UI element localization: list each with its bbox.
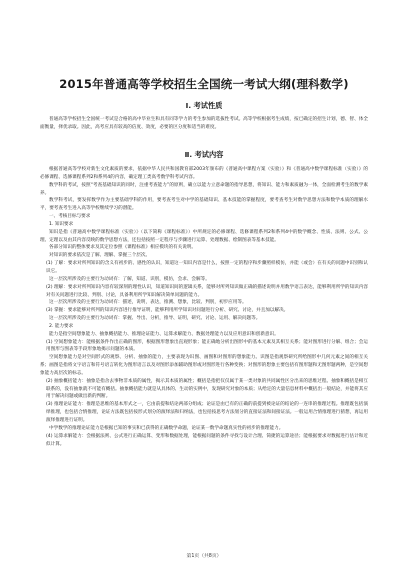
document-title: 2015年普通高等学校招生全国统一考试大纲(理科数学) bbox=[59, 77, 349, 91]
content-intro-3: 数学科考试，要发挥数学作为主要基础学科的作用，要考查考生对中学的基础知识、基本技能的掌握程度，要考查考生对数学思想方法和数学本质的理解水平，要考查考生进入高等学校继续学习的潜能。 bbox=[40, 198, 368, 212]
ability-spatial-detail: 空间想象能力是对空间形式的观察、分析、抽象的能力，主要表现为识图、画图和对图形的想象能力。识图是指观察研究所给图形中几何元素之间的相互关系；画图是指将文字语言和符号语言转化为图形语言以及对图形添加辅助图形或对图形进行各种变换；对图形的想象主要包括有图形题和无图形题两种，是空间想象能力高层次的标志。 bbox=[40, 355, 368, 376]
page-footer: 第1页（共8页） bbox=[186, 554, 222, 559]
content-intro: 根据普通高等学校对新生文化素质的要求，依据中华人民共和国教育部2003年颁布的《普通高中课程方案（实验）》和《普通高中数学课程标准（实验）》的必修课程、选修课程系列2和系列4的内容，确定理工类高考数学科考试内容。 bbox=[40, 167, 368, 180]
knowledge-title: 1. 知识要求 bbox=[49, 221, 74, 227]
knowledge-text-3: 对知识的要求依次是了解、理解、掌握三个层次。 bbox=[49, 253, 151, 259]
ability-reasoning-detail: 中学数学的推理论证能力是根据已知的事实和已获得的正确数学命题，论证某一数学命题真实性的初步的推理能力。 bbox=[49, 425, 284, 431]
content-intro-2: 数学科的考试，按照“考查基础知识的同时，注重考查能力”的原则，确立以能力立意命题的指导思想，将知识、能力和素质融为一体，全面检测考生的数学素养。 bbox=[40, 182, 368, 196]
section-nature-body bbox=[40, 116, 368, 132]
knowledge-text: 知识是指《普通高中数学课程标准（实验）》（以下简称《课程标准》）中所规定的必修课程、选修课程系列2和系列4中的数学概念、性质、法则、公式、公理、定理以及由其内容反映的数学思想方法，还包括按照一定程序与步骤进行运算、处理数据、绘制图表等基本技能。 bbox=[40, 229, 368, 243]
nature-paragraph: 普通高等学校招生全国统一考试是合格的高中毕业生和具有同等学力的考生参加的选拔性考试。高等学校根据考生成绩，按已确定的招生计划，德、智、体全面衡量，择优录取。因此，高考应具有较高的信度、效度，必要的区分度和适当的难度。 bbox=[40, 117, 368, 130]
ability-title: 2. 能力要求 bbox=[49, 323, 74, 329]
knowledge-level-1: (1) 了解：要求对所列知识的含义有初步的、感性的认识，知道这一知识内容是什么，按照一定的程序和步骤照样模仿，并能（或会）在有关的问题中识别和认识它。 bbox=[46, 261, 368, 274]
ability-text: 能力是指空间想象能力、抽象概括能力、推理论证能力、运算求解能力、数据处理能力以及应用意识和创新意识。 bbox=[49, 331, 279, 337]
knowledge-level-1-verbs: 这一层次所涉及的主要行为动词有：了解，知道、识别，模仿，会求、会解等。 bbox=[49, 276, 210, 282]
ability-computation: (4) 运算求解能力：会根据法则、公式进行正确运算、变形和数据处理，能根据问题的条件寻找与设计合理、简捷的运算途径；能根据要求对数据进行估计和近似计算。 bbox=[46, 433, 368, 447]
knowledge-text-2: 各部分知识的整体要求及其定位参照《课程标准》相应模块的有关说明。 bbox=[49, 245, 197, 251]
knowledge-level-3: (3) 掌握：要求能够对所列的知识内容进行推导证明，能够利用所学知识对问题进行分析、研究、讨论，并且加以解决。 bbox=[46, 308, 289, 314]
ability-abstraction: (2) 抽象概括能力：抽象是指舍去事物非本质的属性，揭示其本质的属性；概括是指把仅仅属于某一类对象的共同属性区分出来的思维过程。抽象和概括是相互联系的，没有抽象就不可能有概括。抽象概括能力就是从具体的、生动的实例中，发现研究对象的本质；从给定的大量信息材料中概括出一般结论，并能将其应用于解决问题或做出新的判断。 bbox=[46, 378, 368, 400]
knowledge-level-3-verbs: 这一层次所涉及的主要行为动词有：掌握、导出、分析，推导、证明，研究、讨论、运用、解决问题等。 bbox=[49, 316, 261, 322]
part1-title: 一、考核目标与要求 bbox=[49, 214, 91, 220]
section-heading-nature: Ⅰ. 考试性质 bbox=[185, 101, 223, 110]
section-heading-content: Ⅱ. 考试内容 bbox=[184, 150, 224, 159]
knowledge-level-2-verbs: 这一层次所涉及的主要行为动词有：描述，说明，表达，推测、想象，比较、判别，初步应用等。 bbox=[49, 300, 247, 306]
ability-spatial: (1) 空间想象能力：能根据条件作出正确的图形，根据图形想象出直观形象；能正确地分析出图形中的基本元素及其相互关系；能对图形进行分解、组合；会运用图形与图表等手段形象地揭示问题的本质。 bbox=[46, 339, 368, 353]
knowledge-level-2: (2) 理解：要求对所列知识内容有较深刻的理性认识，知道知识间的逻辑关系，能够对所列知识做正确的描述说明并用数学语言表达，能够利用所学的知识内容对有关问题进行比较、判别、讨论，具备利用所学知识解决简单问题的能力。 bbox=[46, 284, 368, 298]
ability-reasoning: (3) 推理论证能力：推理是思维的基本形式之一，它由前提和结论两部分组成；论证是由已有的正确的前提到被论证的结论的一连串的推理过程。推理既包括演绎推理，也包括合情推理，论证方法既包括按形式划分的演绎法和归纳法，也包括按思考方法划分的直接证法和间接证法。一般运用合情推理进行猜想，再运用演绎推理进行证明。 bbox=[46, 402, 368, 423]
section-content-body bbox=[40, 166, 368, 448]
